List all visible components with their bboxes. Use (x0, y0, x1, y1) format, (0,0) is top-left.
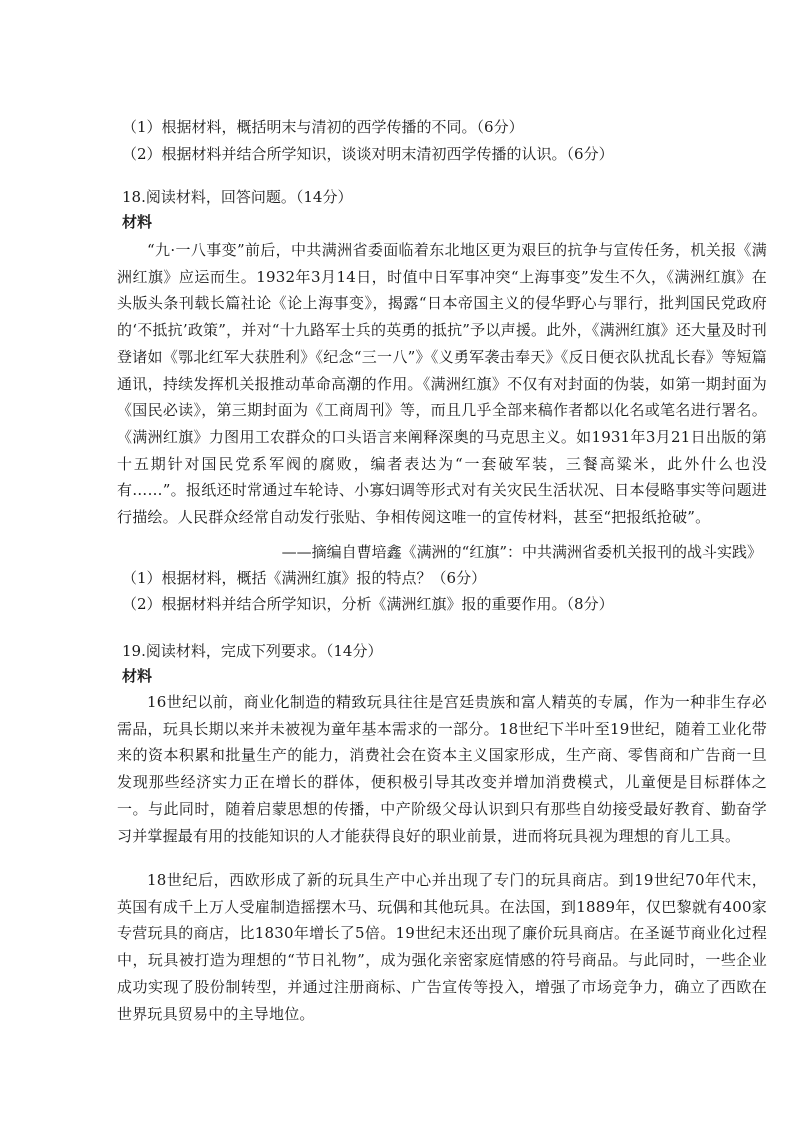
q18-material-label: 材料 (122, 213, 153, 231)
q18-title: 18.阅读材料，回答问题。（14分） (122, 188, 353, 206)
q19-material-paragraph-1: 16世纪以前，商业化制造的精致玩具往往是宫廷贵族和富人精英的专属，作为一种非生存必需品，玩具长期以来并未被视为童年基本需求的一部分。18世纪下半叶至19世纪，随着工业化带来的资本积累和批量生产的能力，消费社会在资本主义国家形成，生产商、零售商和广告商一旦发现那些经济实力正在增长的群体，便积极引导其改变并增加消费模式，儿童便是目标群体之一。与此同时，随着启蒙思想的传播，中产阶级父母认识到只有那些自幼接受最好教育、勤奋学习并掌握最有用的技能知识的人才能获得良好的职业前景，进而将玩具视为理想的育儿工具。 (117, 693, 767, 845)
q19-material-label: 材料 (122, 667, 153, 685)
q17-sub-question-2: （2）根据材料并结合所学知识，谈谈对明末清初西学传播的认识。（6分） (122, 145, 614, 163)
q18-sub-question-2: （2）根据材料并结合所学知识，分析《满洲红旗》报的重要作用。（8分） (122, 595, 614, 613)
q17-sub-question-1: （1）根据材料，概括明末与清初的西学传播的不同。（6分） (122, 118, 524, 136)
q18-sub-question-1: （1）根据材料，概括《满洲红旗》报的特点？（6分） (122, 569, 487, 587)
q19-title: 19.阅读材料，完成下列要求。（14分） (122, 642, 383, 660)
q18-source-citation: ——摘编自曹培鑫《满洲的“红旗”：中共满洲省委机关报刊的战斗实践》 (281, 543, 762, 561)
q19-material-paragraph-2: 18世纪后，西欧形成了新的玩具生产中心并出现了专门的玩具商店。到19世纪70年代末，英国有成千上万人受雇制造摇摆木马、玩偶和其他玩具。在法国，到1889年，仅巴黎就有400家专营玩具的商店，比1830年增长了5倍。19世纪末还出现了廉价玩具商店。在圣诞节商业化过程中，玩具被打造为理想的“节日礼物”，成为强化亲密家庭情感的符号商品。与此同时，一些企业成功实现了股份制转型，并通过注册商标、广告宣传等投入，增强了市场竞争力，确立了西欧在世界玩具贸易中的主导地位。 (117, 871, 767, 1023)
q18-material-paragraph: “九·一八事变”前后，中共满洲省委面临着东北地区更为艰巨的抗争与宣传任务，机关报《满洲红旗》应运而生。1932年3月14日，时值中日军事冲突“上海事变”发生不久，《满洲红旗》在头版头条刊载长篇社论《论上海事变》，揭露“日本帝国主义的侵华野心与罪行，批判国民党政府的‘不抵抗’政策”，并对“十九路军士兵的英勇的抵抗”予以声援。此外，《满洲红旗》还大量及时刊登诸如《鄂北红军大获胜利》《纪念“三一八”》《义勇军袭击奉天》《反日便衣队扰乱长春》等短篇通讯，持续发挥机关报推动革命高潮的作用。《满洲红旗》不仅有对封面的伪装，如第一期封面为《国民必读》，第三期封面为《工商周刊》等，而且几乎全部来稿作者都以化名或笔名进行署名。《满洲红旗》力图用工农群众的口头语言来阐释深奥的马克思主义。如1931年3月21日出版的第十五期针对国民党系军阀的腐败，编者表达为“一套破军装，三餐高粱米，此外什么也没有……”。报纸还时常通过车轮诗、小寡妇调等形式对有关灾民生活状况、日本侵略事实等问题进行描绘。人民群众经常自动发行张贴、争相传阅这唯一的宣传材料，甚至“把报纸抢破”。 (117, 241, 767, 527)
